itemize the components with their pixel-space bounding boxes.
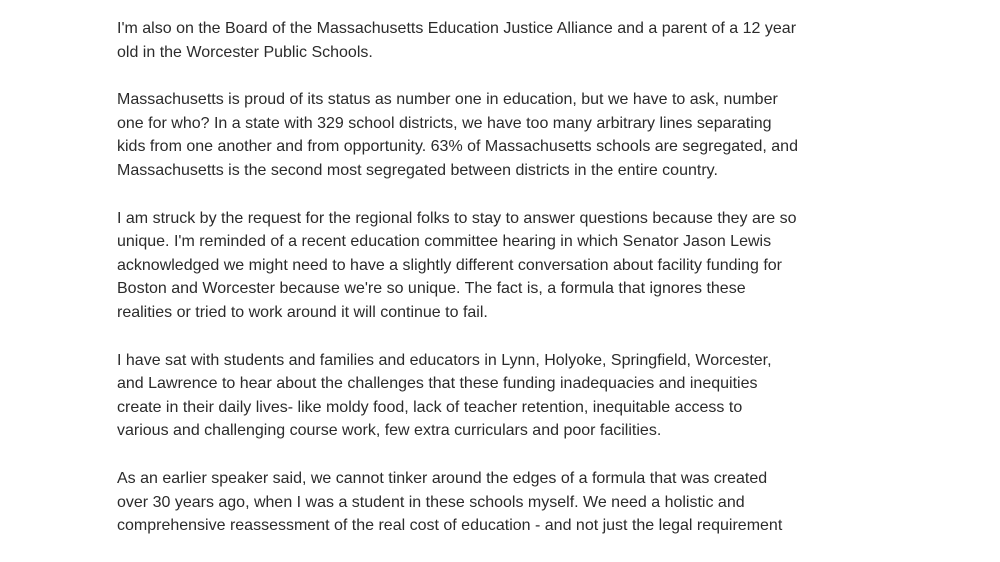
text-line: I'm also on the Board of the Massachusetts Education Justice Alliance and a parent of a 12 year (117, 20, 797, 37)
text-line: As an earlier speaker said, we cannot tinker around the edges of a formula that was created (117, 469, 768, 487)
paragraph (117, 207, 907, 325)
text-line: realities or tried to work around it will continue to fail. (117, 303, 488, 321)
document-body (117, 17, 907, 562)
text-line: various and challenging course work, few extra curriculars and poor facilities. (117, 422, 662, 440)
text-line: old in the Worcester Public Schools. (117, 43, 373, 61)
text-line: kids from one another and from opportunity. 63% of Massachusetts schools are segregated, and (117, 138, 798, 156)
text-line: comprehensive reassessment of the real cost of education - and not just the legal requirement (117, 517, 783, 535)
text-line: Massachusetts is the second most segregated between districts in the entire country. (117, 161, 718, 179)
paragraph (117, 88, 907, 182)
text-line: Massachusetts is proud of its status as number one in education, but we have to ask, number (117, 91, 778, 109)
text-line: over 30 years ago, when I was a student in these schools myself. We need a holistic and (117, 493, 745, 511)
text-line: and Lawrence to hear about the challenges that these funding inadequacies and inequities (117, 375, 758, 393)
paragraph (117, 349, 907, 443)
text-line: acknowledged we might need to have a slightly different conversation about facility funding for (117, 256, 782, 274)
text-line: create in their daily lives- like moldy food, lack of teacher retention, inequitable access to (117, 398, 743, 416)
paragraph (117, 17, 907, 64)
text-line: I am struck by the request for the regional folks to stay to answer questions because they are so (117, 209, 797, 227)
paragraph (117, 467, 907, 538)
text-line: I have sat with students and families and educators in Lynn, Holyoke, Springfield, Worcester, (117, 351, 772, 369)
text-line: unique. I'm reminded of a recent education committee hearing in which Senator Jason Lewis (117, 233, 772, 251)
text-line: one for who? In a state with 329 school districts, we have too many arbitrary lines separating (117, 114, 772, 132)
text-line: Boston and Worcester because we're so unique. The fact is, a formula that ignores these (117, 280, 746, 298)
